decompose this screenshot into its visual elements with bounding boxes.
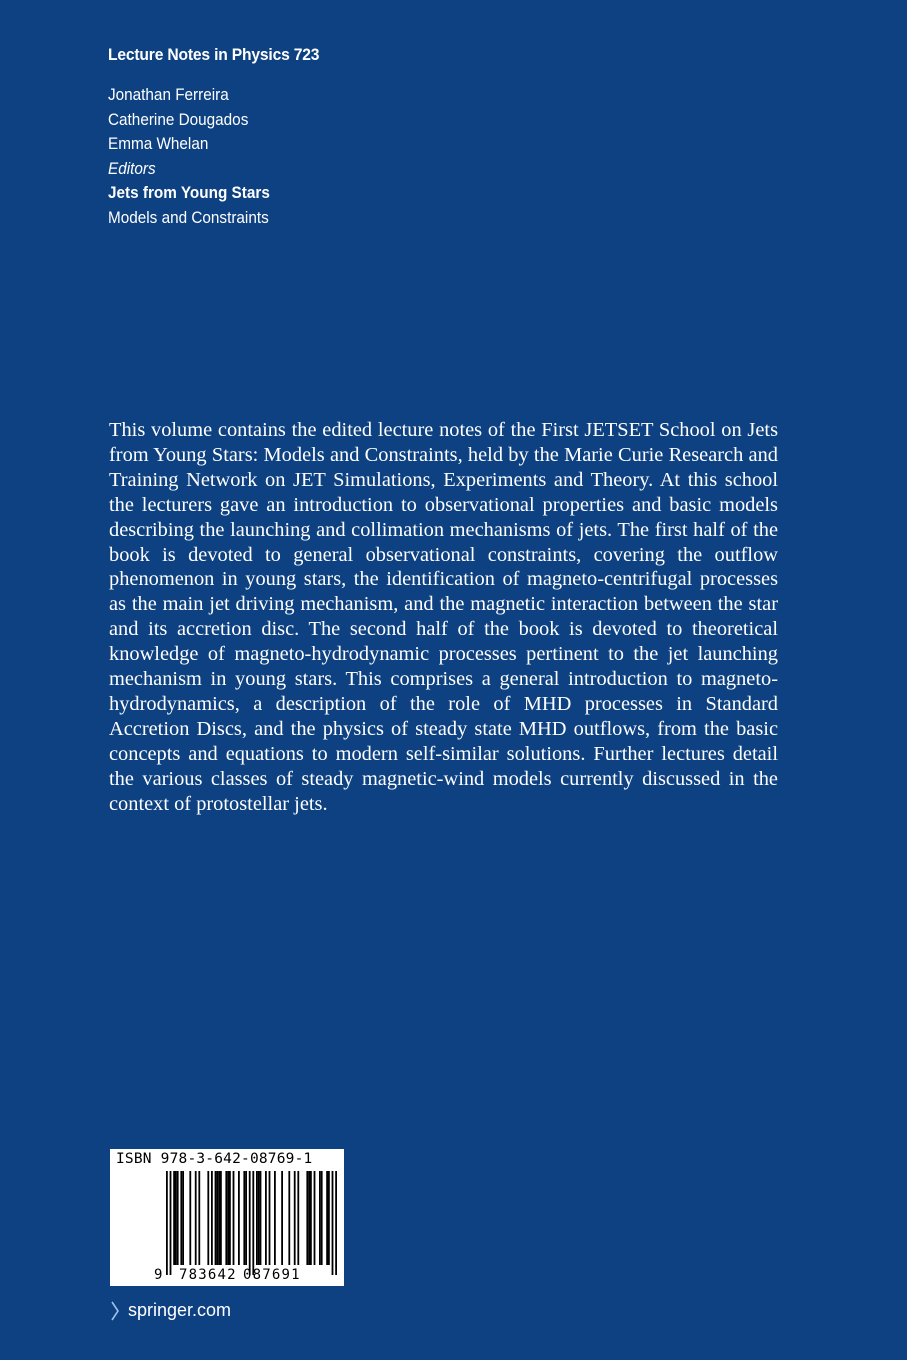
barcode-bar (245, 1171, 247, 1265)
barcode-bar (225, 1171, 227, 1265)
chevron-right-icon (110, 1301, 120, 1321)
barcode-bar (258, 1171, 260, 1265)
barcode-bar (274, 1171, 276, 1265)
barcode-bar (180, 1171, 182, 1265)
barcode-first-digit: 9 (154, 1267, 163, 1283)
barcode-bar (314, 1171, 316, 1265)
editor-name: Jonathan Ferreira (108, 85, 229, 104)
series-title: Lecture Notes in Physics 723 (108, 45, 320, 64)
barcode-bar (306, 1171, 308, 1265)
barcode-bar (294, 1171, 296, 1265)
barcode-bar (229, 1171, 231, 1265)
barcode-bar (238, 1171, 240, 1265)
barcode-bar (216, 1171, 218, 1265)
barcode-bar (215, 1171, 217, 1265)
barcode-bar (335, 1171, 337, 1275)
barcode-bar (310, 1171, 312, 1265)
barcode-right-group: 087691 (243, 1267, 301, 1283)
book-title: Jets from Young Stars (108, 183, 270, 203)
barcode-bar (198, 1171, 200, 1265)
barcode-bar (170, 1171, 172, 1275)
barcode-bar (195, 1171, 197, 1265)
barcode-bar (297, 1171, 299, 1265)
barcode-bar (256, 1171, 258, 1265)
barcode-bar (177, 1171, 179, 1265)
barcode-bar (265, 1171, 267, 1265)
barcode-bar (182, 1171, 184, 1265)
barcode-bar (218, 1171, 220, 1265)
barcode-bar (269, 1171, 271, 1265)
barcode-left-group: 783642 (179, 1267, 237, 1283)
book-subtitle: Models and Constraints (108, 207, 269, 227)
barcode-bar (252, 1171, 254, 1275)
barcode-bar (328, 1171, 330, 1265)
barcode-bar (249, 1171, 251, 1275)
barcode-bar (227, 1171, 229, 1265)
editor-name: Catherine Dougados (108, 109, 249, 129)
barcode-bar (332, 1171, 334, 1275)
editors-role: Editors (108, 158, 156, 178)
springer-link-label: springer.com (128, 1300, 232, 1320)
barcode-bar (243, 1171, 245, 1265)
editors-block (108, 83, 270, 231)
isbn-label: ISBN 978-3-642-08769-1 (116, 1151, 313, 1167)
barcode-bar (207, 1171, 209, 1265)
barcode-bar (321, 1171, 323, 1265)
springer-link[interactable] (110, 1300, 231, 1321)
barcode-bar (173, 1171, 175, 1265)
barcode-bar (326, 1171, 328, 1265)
barcode-bar (233, 1171, 235, 1265)
barcode-image (110, 1149, 344, 1286)
book-description: This volume contains the edited lecture notes of the First JETSET School on Jets from Young Stars: Models and Constraints, held by the Marie Curie Research and Training Network on JET Simulations, Experiments and Theory. At this school the lecturers gave an introduction to observational properties and basic models describing the launching and collimation mechanisms of jets. The first half of the book is devoted to general observational constraints, covering the outflow phenomenon in young stars, the identification of magneto-centrifugal processes as the main jet driving mechanism, and the magnetic interaction between the star and its accretion disc. The second half of the book is devoted to theoretical knowledge of magneto-hydrodynamic processes pertinent to the jet launching mechanism in young stars. This comprises a general introduction to magneto-hydrodynamics, a description of the role of MHD processes in Standard Accretion Discs, and the physics of steady state MHD outflows, from the basic concepts and equations to modern self-similar solutions. Further lectures detail the various classes of steady magnetic-wind models currently discussed in the context of protostellar jets. (109, 419, 778, 815)
barcode-bar (308, 1171, 310, 1265)
barcode-bar (166, 1171, 168, 1275)
barcode-bar (220, 1171, 222, 1265)
barcode-bar (260, 1171, 262, 1265)
barcode-bar (319, 1171, 321, 1265)
barcode-bar (189, 1171, 191, 1265)
isbn-barcode-box (110, 1149, 344, 1286)
barcode-bar (211, 1171, 213, 1265)
barcode-bar (175, 1171, 177, 1265)
editor-name: Emma Whelan (108, 134, 209, 154)
barcode-bar (281, 1171, 283, 1265)
barcode-bar (288, 1171, 290, 1265)
